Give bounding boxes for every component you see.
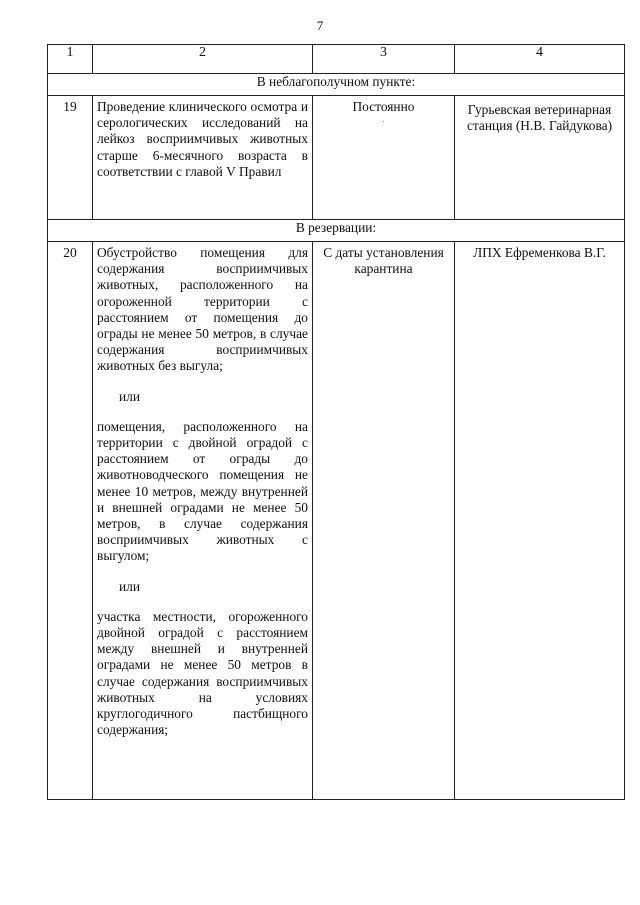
header-cell-1: 1 bbox=[48, 45, 93, 74]
header-cell-2: 2 bbox=[93, 45, 313, 74]
measure-cell bbox=[93, 242, 313, 800]
table-row bbox=[48, 242, 625, 800]
section-title: В неблагополучном пункте: bbox=[48, 74, 625, 96]
responsible-cell: ЛПХ Ефременкова В.Г. bbox=[455, 242, 625, 800]
term-cell: С даты установления карантина bbox=[313, 242, 455, 800]
page-number: 7 bbox=[316, 18, 324, 33]
table-header-row bbox=[48, 45, 625, 74]
row-number: 20 bbox=[48, 242, 93, 800]
section-title: В резервации: bbox=[48, 220, 625, 242]
header-cell-4: 4 bbox=[455, 45, 625, 74]
responsible-cell: Гурьевская ветеринарная станция (Н.В. Гайдукова) bbox=[455, 96, 625, 220]
measure-paragraph-2: помещения, расположенного на территории с двойной оградой с расстоянием от ограды до животноводческого помещения не менее 10 метров, между внутренней и внешней оградами не менее 50 метров, в случае содержания восприимчивых животных с выгулом; bbox=[97, 418, 308, 564]
term-text: Постоянно bbox=[352, 99, 415, 114]
header-cell-3: 3 bbox=[313, 45, 455, 74]
measure-cell: Проведение клинического осмотра и серологических исследований на лейкоз восприимчивых животных старше 6-месячного возраста в соответствии с главой V Правил bbox=[93, 96, 313, 220]
alternative-separator: или bbox=[119, 388, 141, 404]
measures-table bbox=[47, 44, 625, 800]
row-number: 19 bbox=[48, 96, 93, 220]
section-row-reservation bbox=[48, 220, 625, 242]
measure-paragraph-1: Обустройство помещения для содержания восприимчивых животных, расположенного на огороженной территории с расстоянием от помещения до ограды не менее 50 метров, в случае содержания восприимчивых животных без выгула; bbox=[97, 245, 308, 374]
table-row bbox=[48, 96, 625, 220]
alternative-separator: или bbox=[119, 578, 141, 594]
section-row-disadvantaged bbox=[48, 74, 625, 96]
scan-dot: . bbox=[382, 115, 385, 125]
term-cell bbox=[313, 96, 455, 220]
measure-paragraph-3: участка местности, огороженного двойной оградой с расстоянием между внешней и внутренней оградами не менее 50 метров в случае содержания восприимчивых животных на условиях круглогодичного пастбищного содержания; bbox=[97, 608, 308, 738]
